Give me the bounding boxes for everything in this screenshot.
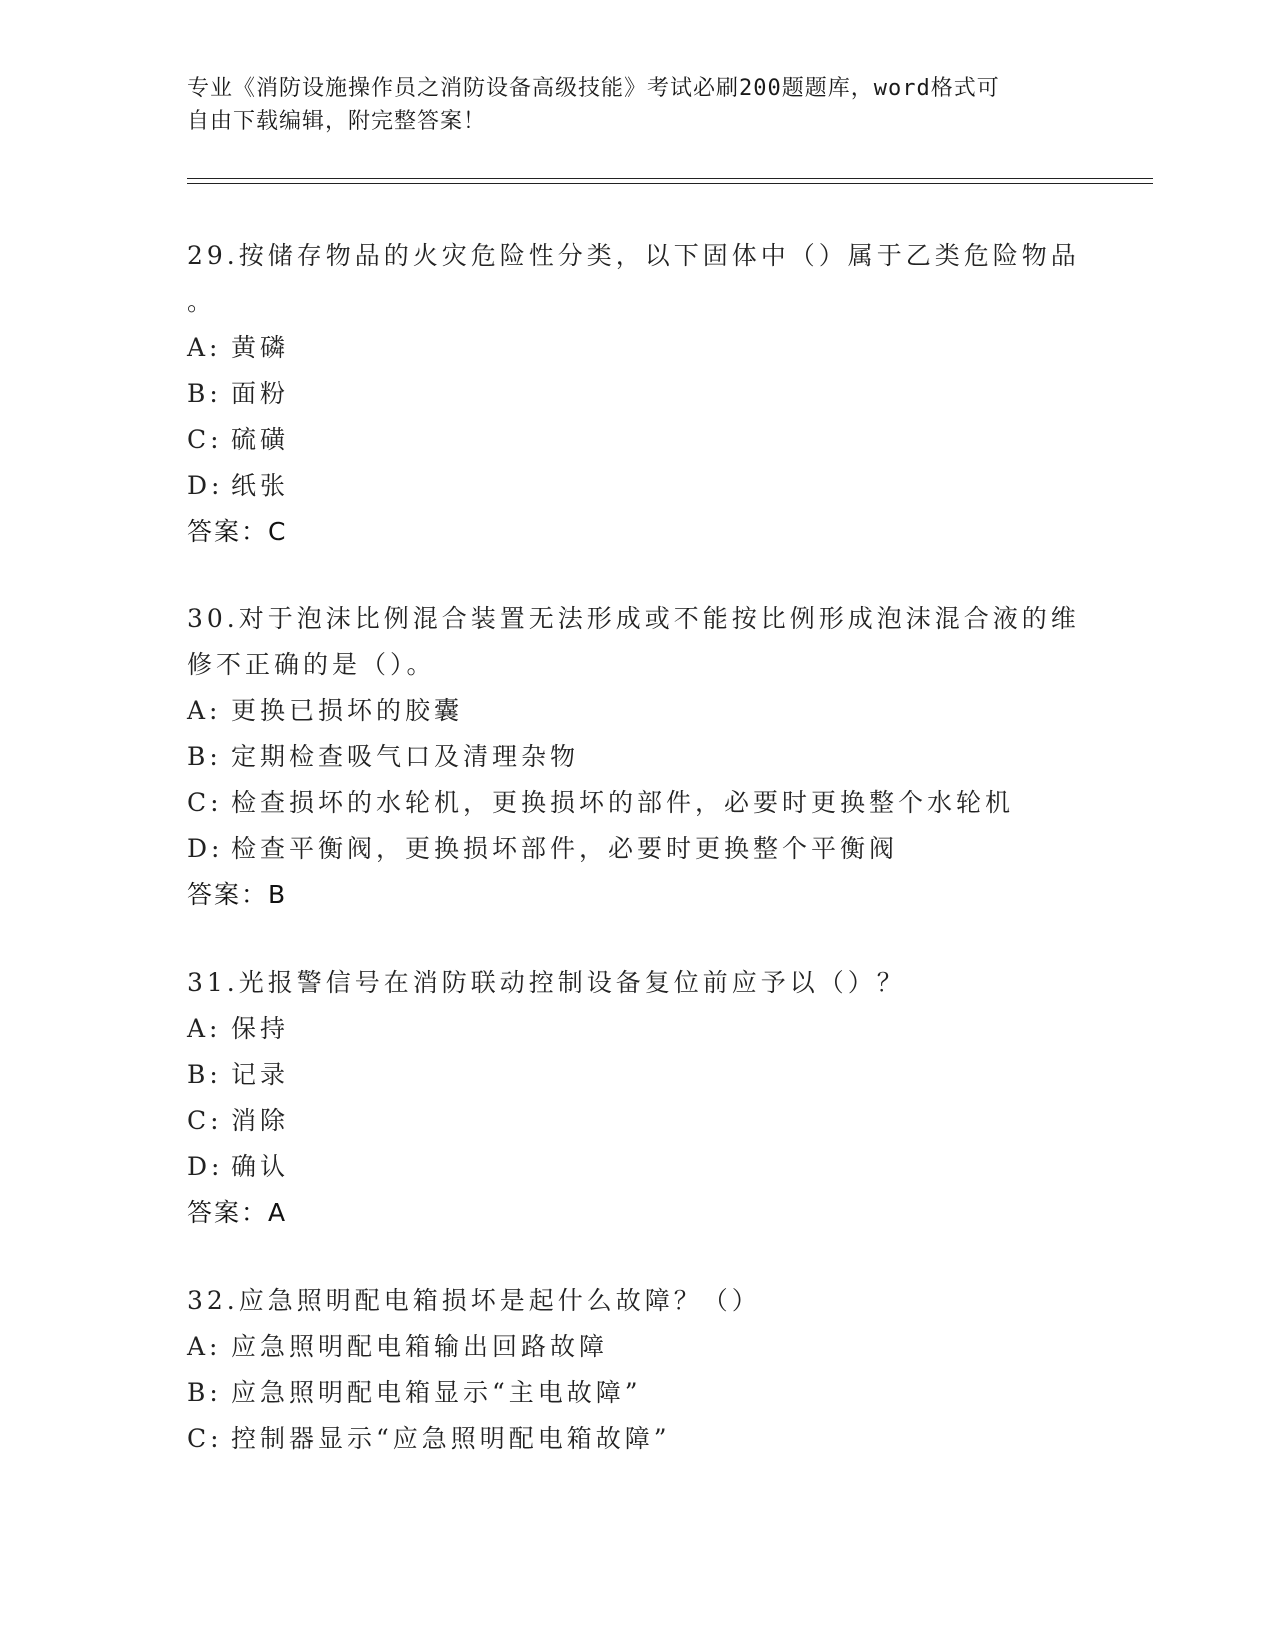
option-d — [187, 826, 1087, 872]
question-title-line-1: 32.应急照明配电箱损坏是起什么故障？（） — [187, 1286, 761, 1315]
option-text: 保持 — [231, 1014, 290, 1043]
question-32 — [187, 1278, 1087, 1462]
option-letter: A: — [187, 1014, 222, 1043]
option-d — [187, 463, 1087, 509]
option-letter: D: — [187, 834, 224, 863]
answer: 答案：C — [187, 517, 288, 546]
option-letter: A: — [187, 1332, 222, 1361]
question-title-line-2: 修不正确的是（）。 — [187, 650, 436, 679]
option-a — [187, 688, 1087, 734]
header-divider-top — [187, 178, 1153, 179]
answer: 答案：A — [187, 1198, 288, 1227]
option-letter: C: — [187, 788, 223, 817]
option-text: 更换已损坏的胶囊 — [231, 696, 464, 725]
question-29 — [187, 233, 1087, 555]
header-divider-bottom — [187, 183, 1153, 184]
option-letter: B: — [187, 742, 222, 771]
option-letter: C: — [187, 425, 223, 454]
option-b — [187, 1370, 1087, 1416]
header-line-1: 专业《消防设施操作员之消防设备高级技能》考试必刷200题题库，word格式可 — [187, 76, 1000, 101]
option-letter: B: — [187, 1378, 222, 1407]
option-letter: D: — [187, 471, 224, 500]
option-letter: C: — [187, 1424, 223, 1453]
option-text: 应急照明配电箱显示“主电故障” — [231, 1378, 642, 1407]
document-header — [187, 72, 1067, 138]
option-b — [187, 371, 1087, 417]
option-text: 确认 — [231, 1152, 290, 1181]
option-letter: A: — [187, 696, 222, 725]
option-text: 记录 — [231, 1060, 290, 1089]
header-line-2: 自由下载编辑，附完整答案！ — [187, 109, 487, 134]
option-text: 检查损坏的水轮机，更换损坏的部件，必要时更换整个水轮机 — [231, 788, 1015, 817]
option-letter: B: — [187, 379, 222, 408]
option-b — [187, 1052, 1087, 1098]
option-letter: A: — [187, 333, 222, 362]
option-text: 消除 — [231, 1106, 290, 1135]
option-c — [187, 1098, 1087, 1144]
option-text: 硫磺 — [231, 425, 290, 454]
option-a — [187, 325, 1087, 371]
option-b — [187, 734, 1087, 780]
option-a — [187, 1006, 1087, 1052]
question-title-line-2: 。 — [187, 287, 217, 316]
option-c — [187, 1416, 1087, 1462]
question-title-line-1: 29.按储存物品的火灾危险性分类，以下固体中（）属于乙类危险物品 — [187, 241, 1080, 270]
option-text: 应急照明配电箱输出回路故障 — [231, 1332, 609, 1361]
option-a — [187, 1324, 1087, 1370]
option-text: 控制器显示“应急照明配电箱故障” — [231, 1424, 671, 1453]
option-c — [187, 780, 1087, 826]
question-title-line-1: 30.对于泡沫比例混合装置无法形成或不能按比例形成泡沫混合液的维 — [187, 604, 1080, 633]
question-30 — [187, 596, 1087, 918]
question-title-line-1: 31.光报警信号在消防联动控制设备复位前应予以（）？ — [187, 968, 906, 997]
option-text: 面粉 — [231, 379, 290, 408]
option-text: 检查平衡阀，更换损坏部件，必要时更换整个平衡阀 — [231, 834, 899, 863]
option-text: 黄磷 — [231, 333, 290, 362]
option-letter: D: — [187, 1152, 224, 1181]
option-d — [187, 1144, 1087, 1190]
option-c — [187, 417, 1087, 463]
option-letter: C: — [187, 1106, 223, 1135]
option-text: 纸张 — [231, 471, 290, 500]
answer: 答案：B — [187, 880, 288, 909]
option-text: 定期检查吸气口及清理杂物 — [231, 742, 580, 771]
option-letter: B: — [187, 1060, 222, 1089]
question-31 — [187, 960, 1087, 1236]
